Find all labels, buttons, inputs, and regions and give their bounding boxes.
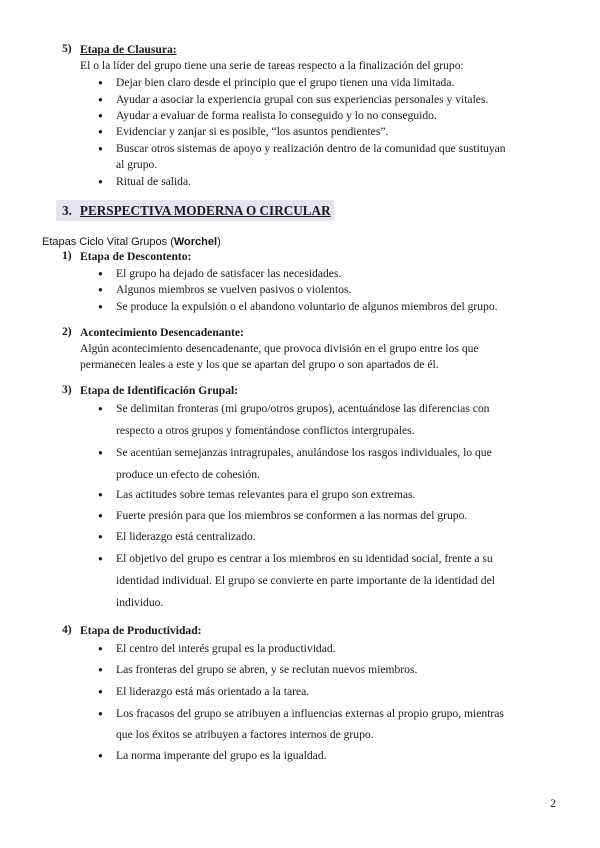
bullet-icon: ● xyxy=(98,751,103,760)
stage4-number: 4) xyxy=(62,623,72,636)
bullet-icon: ● xyxy=(98,111,103,120)
bullet-icon: ● xyxy=(98,554,103,563)
list-item: Fuerte presión para que los miembros se conformen a las normas del grupo. xyxy=(116,509,468,522)
stage2-title: Acontecimiento Desencadenante: xyxy=(80,326,244,339)
list-item: Se acentúan semejanzas intragrupales, anulándose los rasgos individuales, lo que xyxy=(116,446,492,459)
list-item: El liderazgo está más orientado a la tarea. xyxy=(116,685,310,698)
section-heading-title: PERSPECTIVA MODERNA O CIRCULAR xyxy=(79,203,331,218)
stage4-title: Etapa de Productividad: xyxy=(80,624,202,637)
list-item: El grupo ha dejado de satisfacer las necesidades. xyxy=(116,267,342,280)
bullet-icon: ● xyxy=(98,687,103,696)
stage2-text-line: permanecen leales a este y los que se apartan del grupo o son apartados de él. xyxy=(80,358,439,371)
bullet-icon: ● xyxy=(98,490,103,499)
bullet-icon: ● xyxy=(98,269,103,278)
bullet-icon: ● xyxy=(98,511,103,520)
subtitle-prefix: Etapas Ciclo Vital Grupos ( xyxy=(42,236,174,248)
section-heading xyxy=(62,202,331,219)
bullet-icon: ● xyxy=(98,95,103,104)
list-item: Evidenciar y zanjar si es posible, “los asuntos pendientes”. xyxy=(116,125,389,138)
bullet-icon: ● xyxy=(98,404,103,413)
list-item: El liderazgo está centralizado. xyxy=(116,530,256,543)
bullet-icon: ● xyxy=(98,709,103,718)
subtitle-author: Worchel xyxy=(173,236,218,248)
stage2-number: 2) xyxy=(62,325,72,338)
stage3-title: Etapa de Identificación Grupal: xyxy=(80,384,239,397)
bullet-icon: ● xyxy=(98,177,103,186)
section5-intro: El o la líder del grupo tiene una serie de tareas respecto a la finalización del grupo: xyxy=(80,59,464,72)
list-item: Algunos miembros se vuelven pasivos o violentos. xyxy=(116,283,352,296)
list-item: Ritual de salida. xyxy=(116,175,192,188)
bullet-icon: ● xyxy=(98,285,103,294)
bullet-icon: ● xyxy=(98,532,103,541)
list-item: Dejar bien claro desde el principio que el grupo tienen una vida limitada. xyxy=(116,76,455,89)
bullet-icon: ● xyxy=(98,302,103,311)
bullet-icon: ● xyxy=(98,644,103,653)
list-item: Las actitudes sobre temas relevantes para el grupo son extremas. xyxy=(116,488,416,501)
list-item: El objetivo del grupo es centrar a los miembros en su identidad social, frente a su xyxy=(116,552,493,565)
section5-number: 5) xyxy=(62,42,72,55)
page-number: 2 xyxy=(550,798,556,810)
list-item: Los fracasos del grupo se atribuyen a influencias externas al propio grupo, mientras xyxy=(116,707,504,720)
list-item: Se delimitan fronteras (mi grupo/otros grupos), acentuándose las diferencias con xyxy=(116,402,490,415)
bullet-icon: ● xyxy=(98,127,103,136)
list-item: Las fronteras del grupo se abren, y se reclutan nuevos miembros. xyxy=(116,663,418,676)
bullet-icon: ● xyxy=(98,448,103,457)
bullet-icon: ● xyxy=(98,78,103,87)
subtitle-suffix: ) xyxy=(217,236,221,248)
list-item: Buscar otros sistemas de apoyo y realización dentro de la comunidad que sustituyan xyxy=(116,142,506,155)
list-item: Ayudar a evaluar de forma realista lo conseguido y lo no conseguido. xyxy=(116,109,437,122)
bullet-icon: ● xyxy=(98,144,103,153)
list-item: Se produce la expulsión o el abandono voluntario de algunos miembros del grupo. xyxy=(116,300,498,313)
list-item-continuation: identidad individual. El grupo se convierte en parte importante de la identidad del xyxy=(116,574,495,587)
stage2-text-line: Algún acontecimiento desencadenante, que provoca división en el grupo entre los que xyxy=(80,342,479,355)
list-item: La norma imperante del grupo es la igualdad. xyxy=(116,749,327,762)
list-item: Ayudar a asociar la experiencia grupal con sus experiencias personales y vitales. xyxy=(116,93,489,106)
list-item-continuation: respecto a otros grupos y fomentándose conflictos intergrupales. xyxy=(116,424,415,437)
list-item-continuation: individuo. xyxy=(116,596,164,609)
stage1-title: Etapa de Descontento: xyxy=(80,250,192,263)
list-item: El centro del interés grupal es la productividad. xyxy=(116,642,336,655)
list-item-continuation: al grupo. xyxy=(116,158,158,171)
bullet-icon: ● xyxy=(98,665,103,674)
list-item-continuation: que los éxitos se atribuyen a factores internos de grupo. xyxy=(116,728,374,741)
list-item-continuation: produce un efecto de cohesión. xyxy=(116,468,260,481)
section5-title: Etapa de Clausura: xyxy=(80,43,177,56)
section-heading-number: 3. xyxy=(62,203,72,218)
stage3-number: 3) xyxy=(62,383,72,396)
subtitle xyxy=(42,234,221,250)
stage1-number: 1) xyxy=(62,249,72,262)
